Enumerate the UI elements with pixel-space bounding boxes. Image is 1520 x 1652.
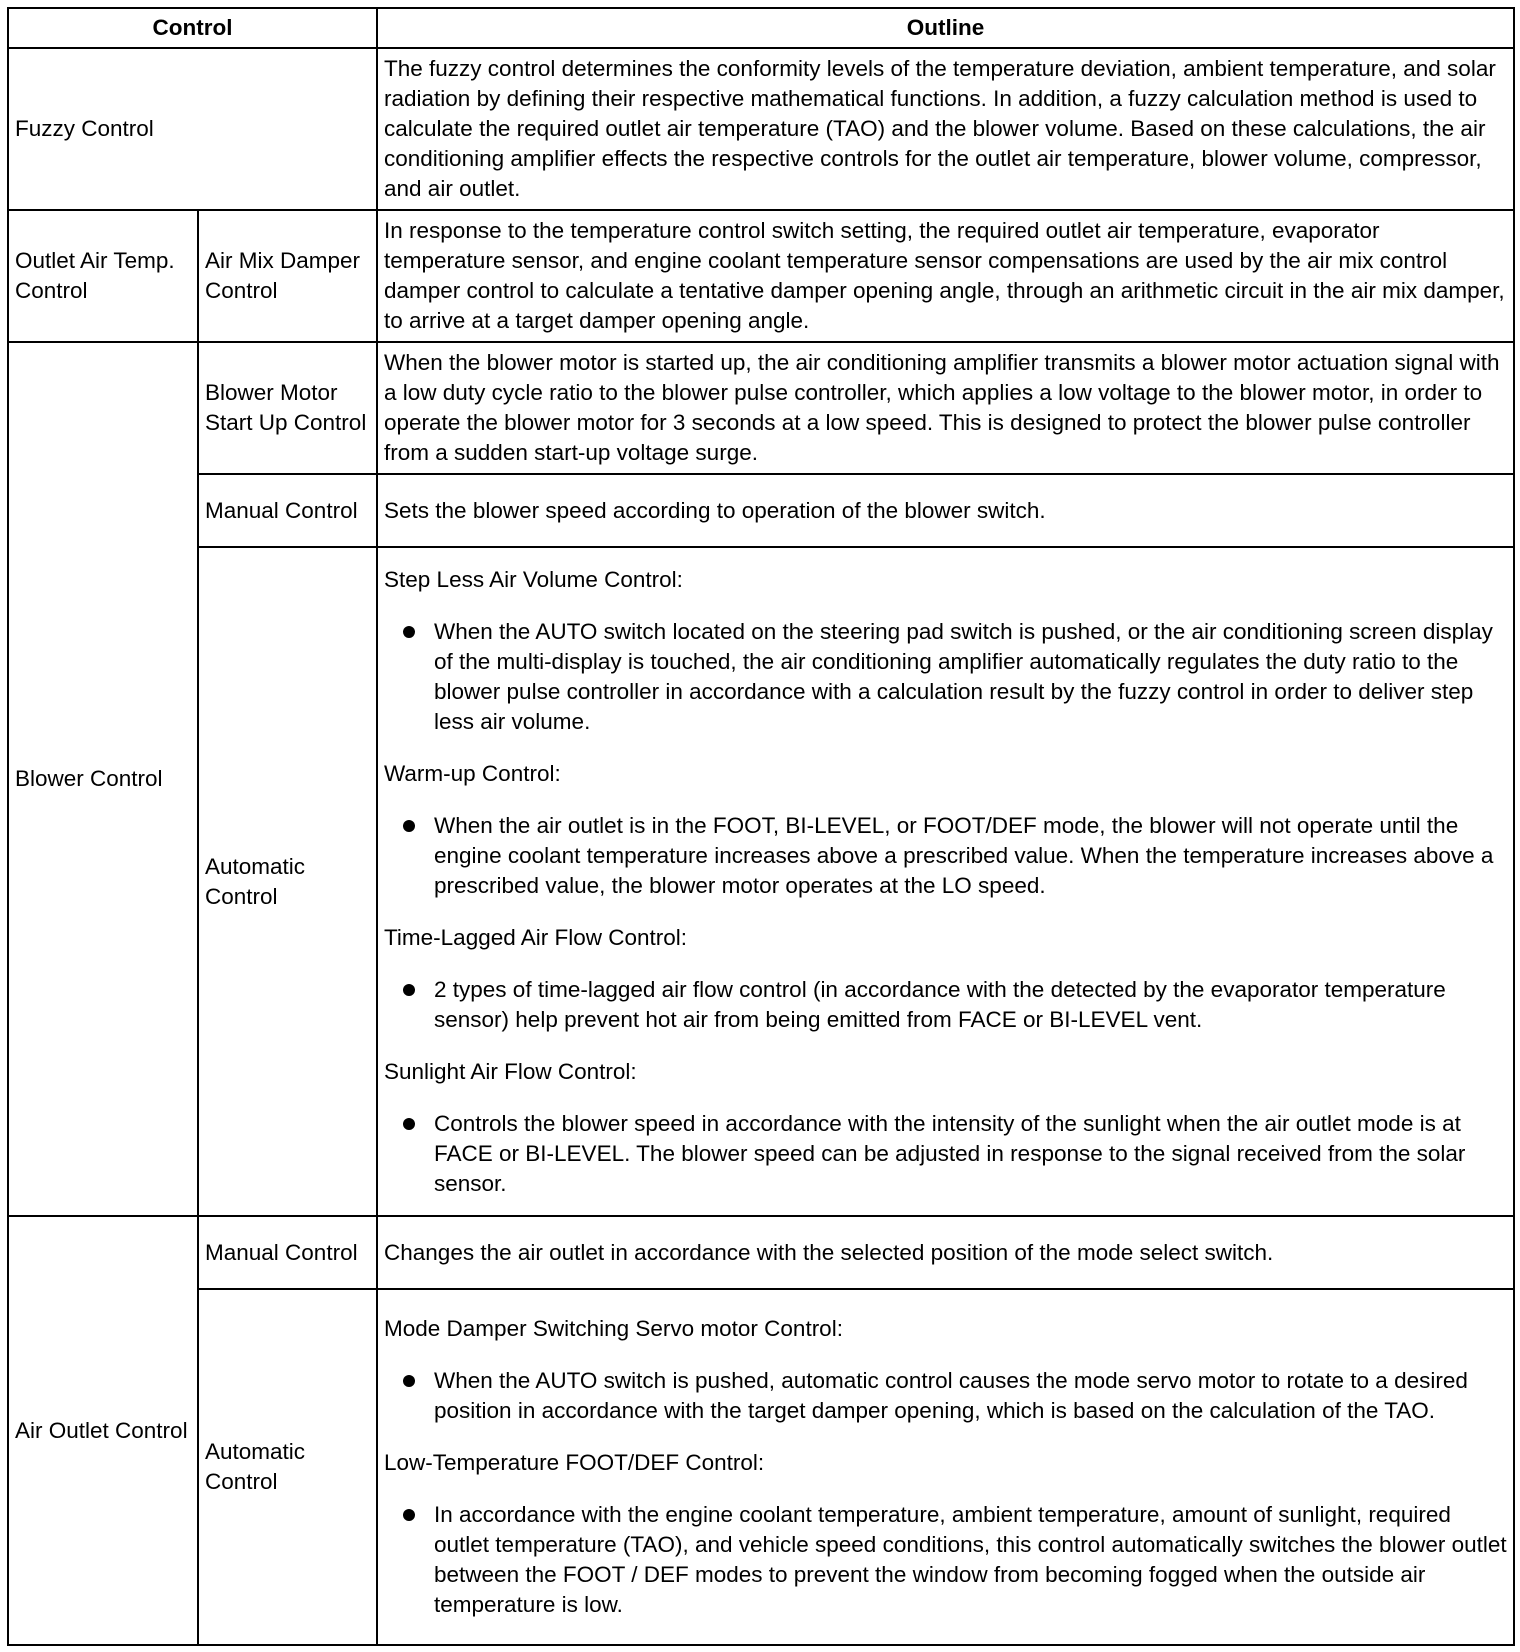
sub-control-cell: Automatic Control: [198, 1289, 377, 1645]
control-cell: Fuzzy Control: [8, 48, 377, 210]
table-row-air-outlet-manual: [8, 1216, 1514, 1289]
section-heading: Step Less Air Volume Control:: [384, 566, 683, 592]
sub-control-cell: Blower Motor Start Up Control: [198, 342, 377, 474]
table-row-air-outlet-automatic: [8, 1289, 1514, 1645]
section-heading: Time-Lagged Air Flow Control:: [384, 924, 688, 950]
control-outline-table: [7, 7, 1515, 1646]
sub-control-cell: Automatic Control: [198, 547, 377, 1216]
outline-cell: [377, 1289, 1514, 1645]
control-cell: Blower Control: [8, 342, 198, 1216]
outline-cell: Changes the air outlet in accordance with the selected position of the mode select switch.: [377, 1216, 1514, 1289]
section-heading: Low-Temperature FOOT/DEF Control:: [384, 1450, 765, 1475]
outline-cell: [377, 547, 1514, 1216]
table-row-outlet-air-temp-control: [8, 210, 1514, 342]
outline-cell: Sets the blower speed according to operation of the blower switch.: [377, 474, 1514, 547]
table-row-blower-automatic: [8, 547, 1514, 1216]
outline-cell: When the blower motor is started up, the air conditioning amplifier transmits a blower motor actuation signal with a low duty cycle ratio to the blower pulse controller, which applies a low voltage to the blower motor, in order to operate the blower motor for 3 seconds at a low speed. This is designed to protect the blower pulse controller from a sudden start-up voltage surge.: [377, 342, 1514, 474]
table-row-blower-start-up: [8, 342, 1514, 474]
bullet-item: 2 types of time-lagged air flow control (in accordance with the detected by the evaporator temperature sensor) help prevent hot air from being emitted from FACE or BI-LEVEL vent.: [384, 975, 1507, 1035]
outline-cell: In response to the temperature control switch setting, the required outlet air temperature, evaporator temperature sensor, and engine coolant temperature sensor compensations are used by the air mix control damper control to calculate a tentative damper opening angle, through an arithmetic circuit in the air mix damper, to arrive at a target damper opening angle.: [377, 210, 1514, 342]
bullet-item: In accordance with the engine coolant temperature, ambient temperature, amount of sunlight, required outlet temperature (TAO), and vehicle speed conditions, this control automatically switches the blower outlet between the FOOT / DEF modes to prevent the window from becoming fogged when the outside air temperature is low.: [384, 1500, 1507, 1620]
section-heading: Sunlight Air Flow Control:: [384, 1058, 637, 1084]
bullet-item: When the air outlet is in the FOOT, BI-LEVEL, or FOOT/DEF mode, the blower will not operate until the engine coolant temperature increases above a prescribed value. When the temperature increases above a prescribed value, the blower motor operates at the LO speed.: [384, 811, 1507, 901]
sub-control-cell: Manual Control: [198, 1216, 377, 1289]
section-heading: Mode Damper Switching Servo motor Control:: [384, 1316, 843, 1341]
bullet-item: When the AUTO switch located on the steering pad switch is pushed, or the air conditioning screen display of the multi-display is touched, the air conditioning amplifier automatically regulates the duty ratio to the blower pulse controller in accordance with a calculation result by the fuzzy control in order to deliver step less air volume.: [384, 617, 1507, 737]
sub-control-cell: Manual Control: [198, 474, 377, 547]
sub-control-cell: Air Mix Damper Control: [198, 210, 377, 342]
header-control: Control: [8, 8, 377, 48]
table-row-blower-manual: [8, 474, 1514, 547]
bullet-item: When the AUTO switch is pushed, automatic control causes the mode servo motor to rotate to a desired position in accordance with the target damper opening, which is based on the calculation of the TAO.: [384, 1366, 1507, 1426]
outline-cell: The fuzzy control determines the conformity levels of the temperature deviation, ambient temperature, and solar radiation by defining their respective mathematical functions. In addition, a fuzzy calculation method is used to calculate the required outlet air temperature (TAO) and the blower volume. Based on these calculations, the air conditioning amplifier effects the respective controls for the outlet air temperature, blower volume, compressor, and air outlet.: [377, 48, 1514, 210]
table-row-fuzzy-control: [8, 48, 1514, 210]
header-row: [8, 8, 1514, 48]
section-heading: Warm-up Control:: [384, 760, 561, 786]
bullet-item: Controls the blower speed in accordance with the intensity of the sunlight when the air outlet mode is at FACE or BI-LEVEL. The blower speed can be adjusted in response to the signal received from the solar sensor.: [384, 1109, 1507, 1199]
header-outline: Outline: [377, 8, 1514, 48]
control-cell: Outlet Air Temp. Control: [8, 210, 198, 342]
control-cell: Air Outlet Control: [8, 1216, 198, 1645]
